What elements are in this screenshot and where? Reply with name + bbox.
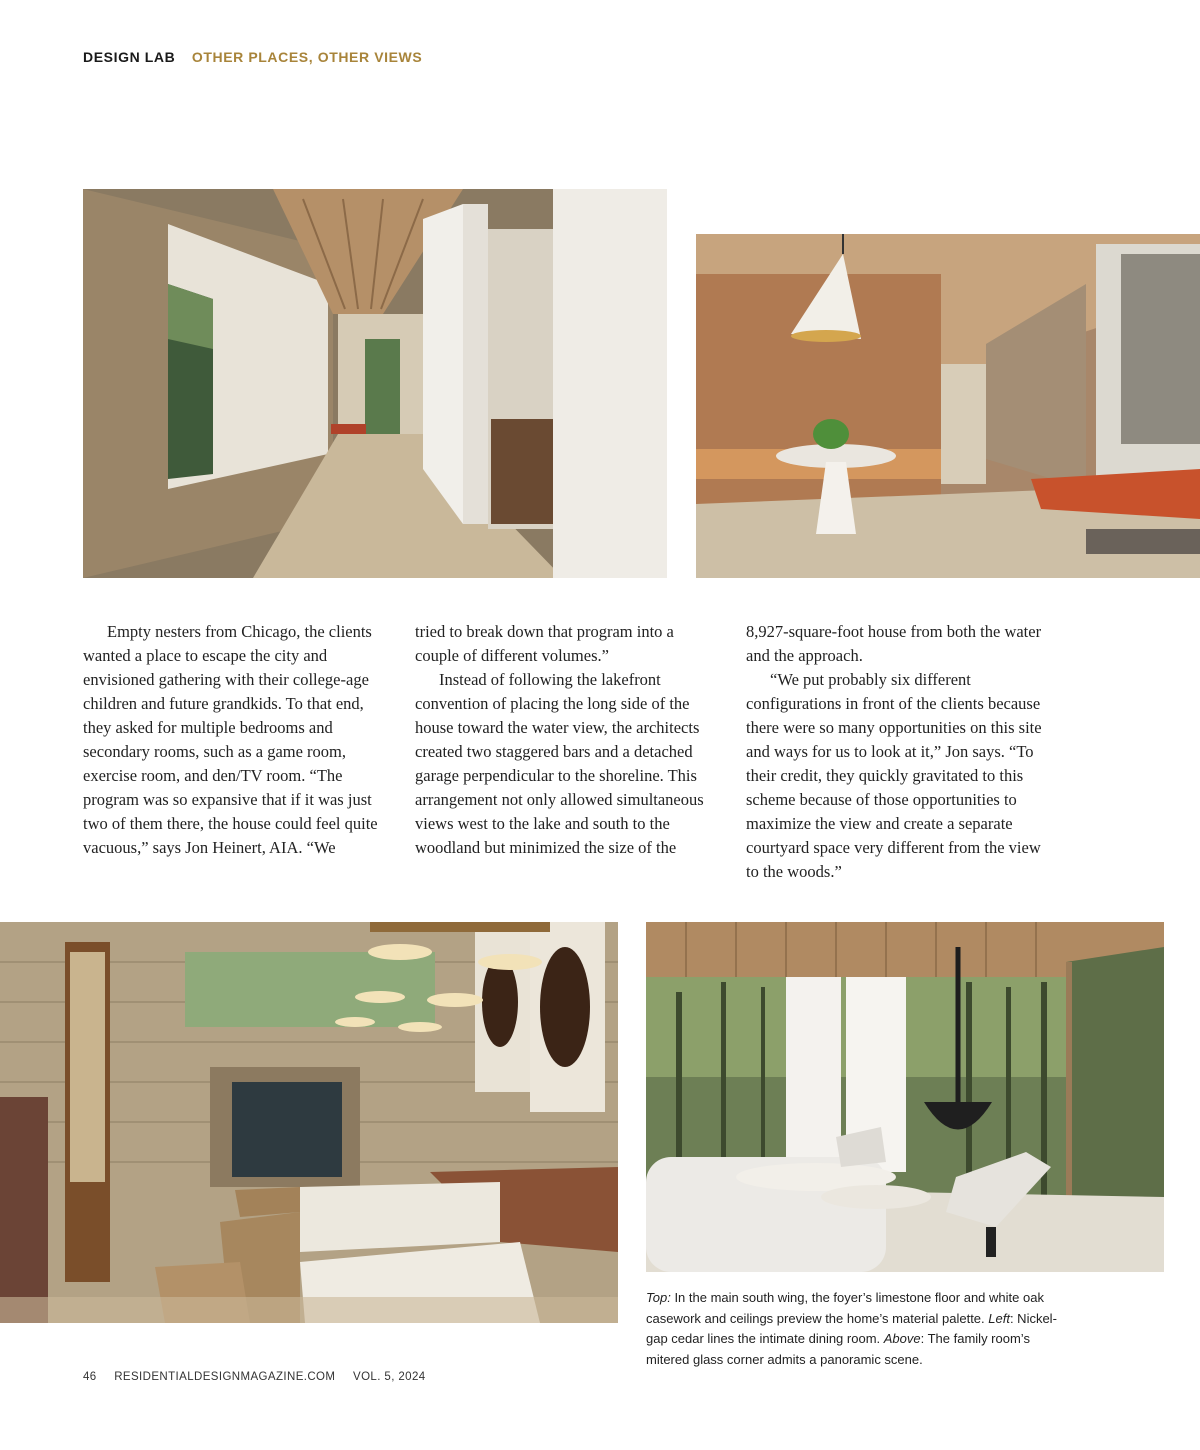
foyer-illustration <box>696 234 1200 578</box>
body-paragraph: tried to break down that program into a couple of different volumes.” <box>415 622 674 665</box>
topic-label: OTHER PLACES, OTHER VIEWS <box>191 49 423 65</box>
dining-room-illustration <box>0 922 618 1323</box>
family-room-illustration <box>646 922 1164 1272</box>
caption-label-above: Above <box>883 1331 921 1346</box>
page-header <box>83 49 422 65</box>
body-paragraph: Empty nesters from Chicago, the clients wanted a place to escape the city and envisioned gathering with their college-age children and future grandkids. To that end, they asked for multiple bedrooms and secondary rooms, such as a game room, exercise room, and den/TV room. “The program was so expansive that if it was just two of them there, the house could feel quite vacuous,” says Jon Heinert, AIA. “We <box>83 622 378 857</box>
page-footer <box>83 1371 440 1383</box>
caption-label-top: Top: <box>646 1290 671 1305</box>
body-paragraph: “We put probably six different configurations in front of the clients because there were so many opportunities on this site and ways for us to look at it,” Jon says. “To their credit, they quickly gravitated to this scheme because of those opportunities to maximize the view and create a separate courtyard space very different from the view to the woods.” <box>746 670 1042 881</box>
caption-text-top: In the main south wing, the foyer’s limestone floor and white oak casework and ceilings preview the home’s material palette. <box>646 1290 1044 1326</box>
photo-hallway <box>83 189 667 578</box>
photo-dining-room <box>0 922 618 1323</box>
issue-label: VOL. 5, 2024 <box>353 1371 426 1383</box>
caption-label-left: Left <box>988 1310 1010 1326</box>
hallway-illustration <box>83 189 667 578</box>
page-number: 46 <box>83 1371 97 1383</box>
body-column-2 <box>415 620 720 860</box>
photo-foyer <box>696 234 1200 578</box>
photo-family-room <box>646 922 1164 1272</box>
body-paragraph: 8,927-square-foot house from both the water and the approach. <box>746 622 1042 665</box>
body-column-3 <box>746 620 1051 884</box>
caption-text-left: : Nickel-gap cedar lines the intimate dining room. <box>646 1310 1057 1346</box>
body-paragraph: Instead of following the lakefront convention of placing the long side of the house toward the water view, the architects created two staggered bars and a detached garage perpendicular to the shoreline. This arrangement not only allowed simultaneous views west to the lake and south to the woodland but minimized the size of the <box>415 670 704 857</box>
body-column-1 <box>83 620 388 860</box>
caption-text-above: : The family room’s mitered glass corner admits a panoramic scene. <box>646 1331 1030 1367</box>
section-label: DESIGN LAB <box>83 49 176 65</box>
magazine-website: RESIDENTIALDESIGNMAGAZINE.COM <box>114 1371 336 1383</box>
photo-caption <box>646 1288 1066 1370</box>
